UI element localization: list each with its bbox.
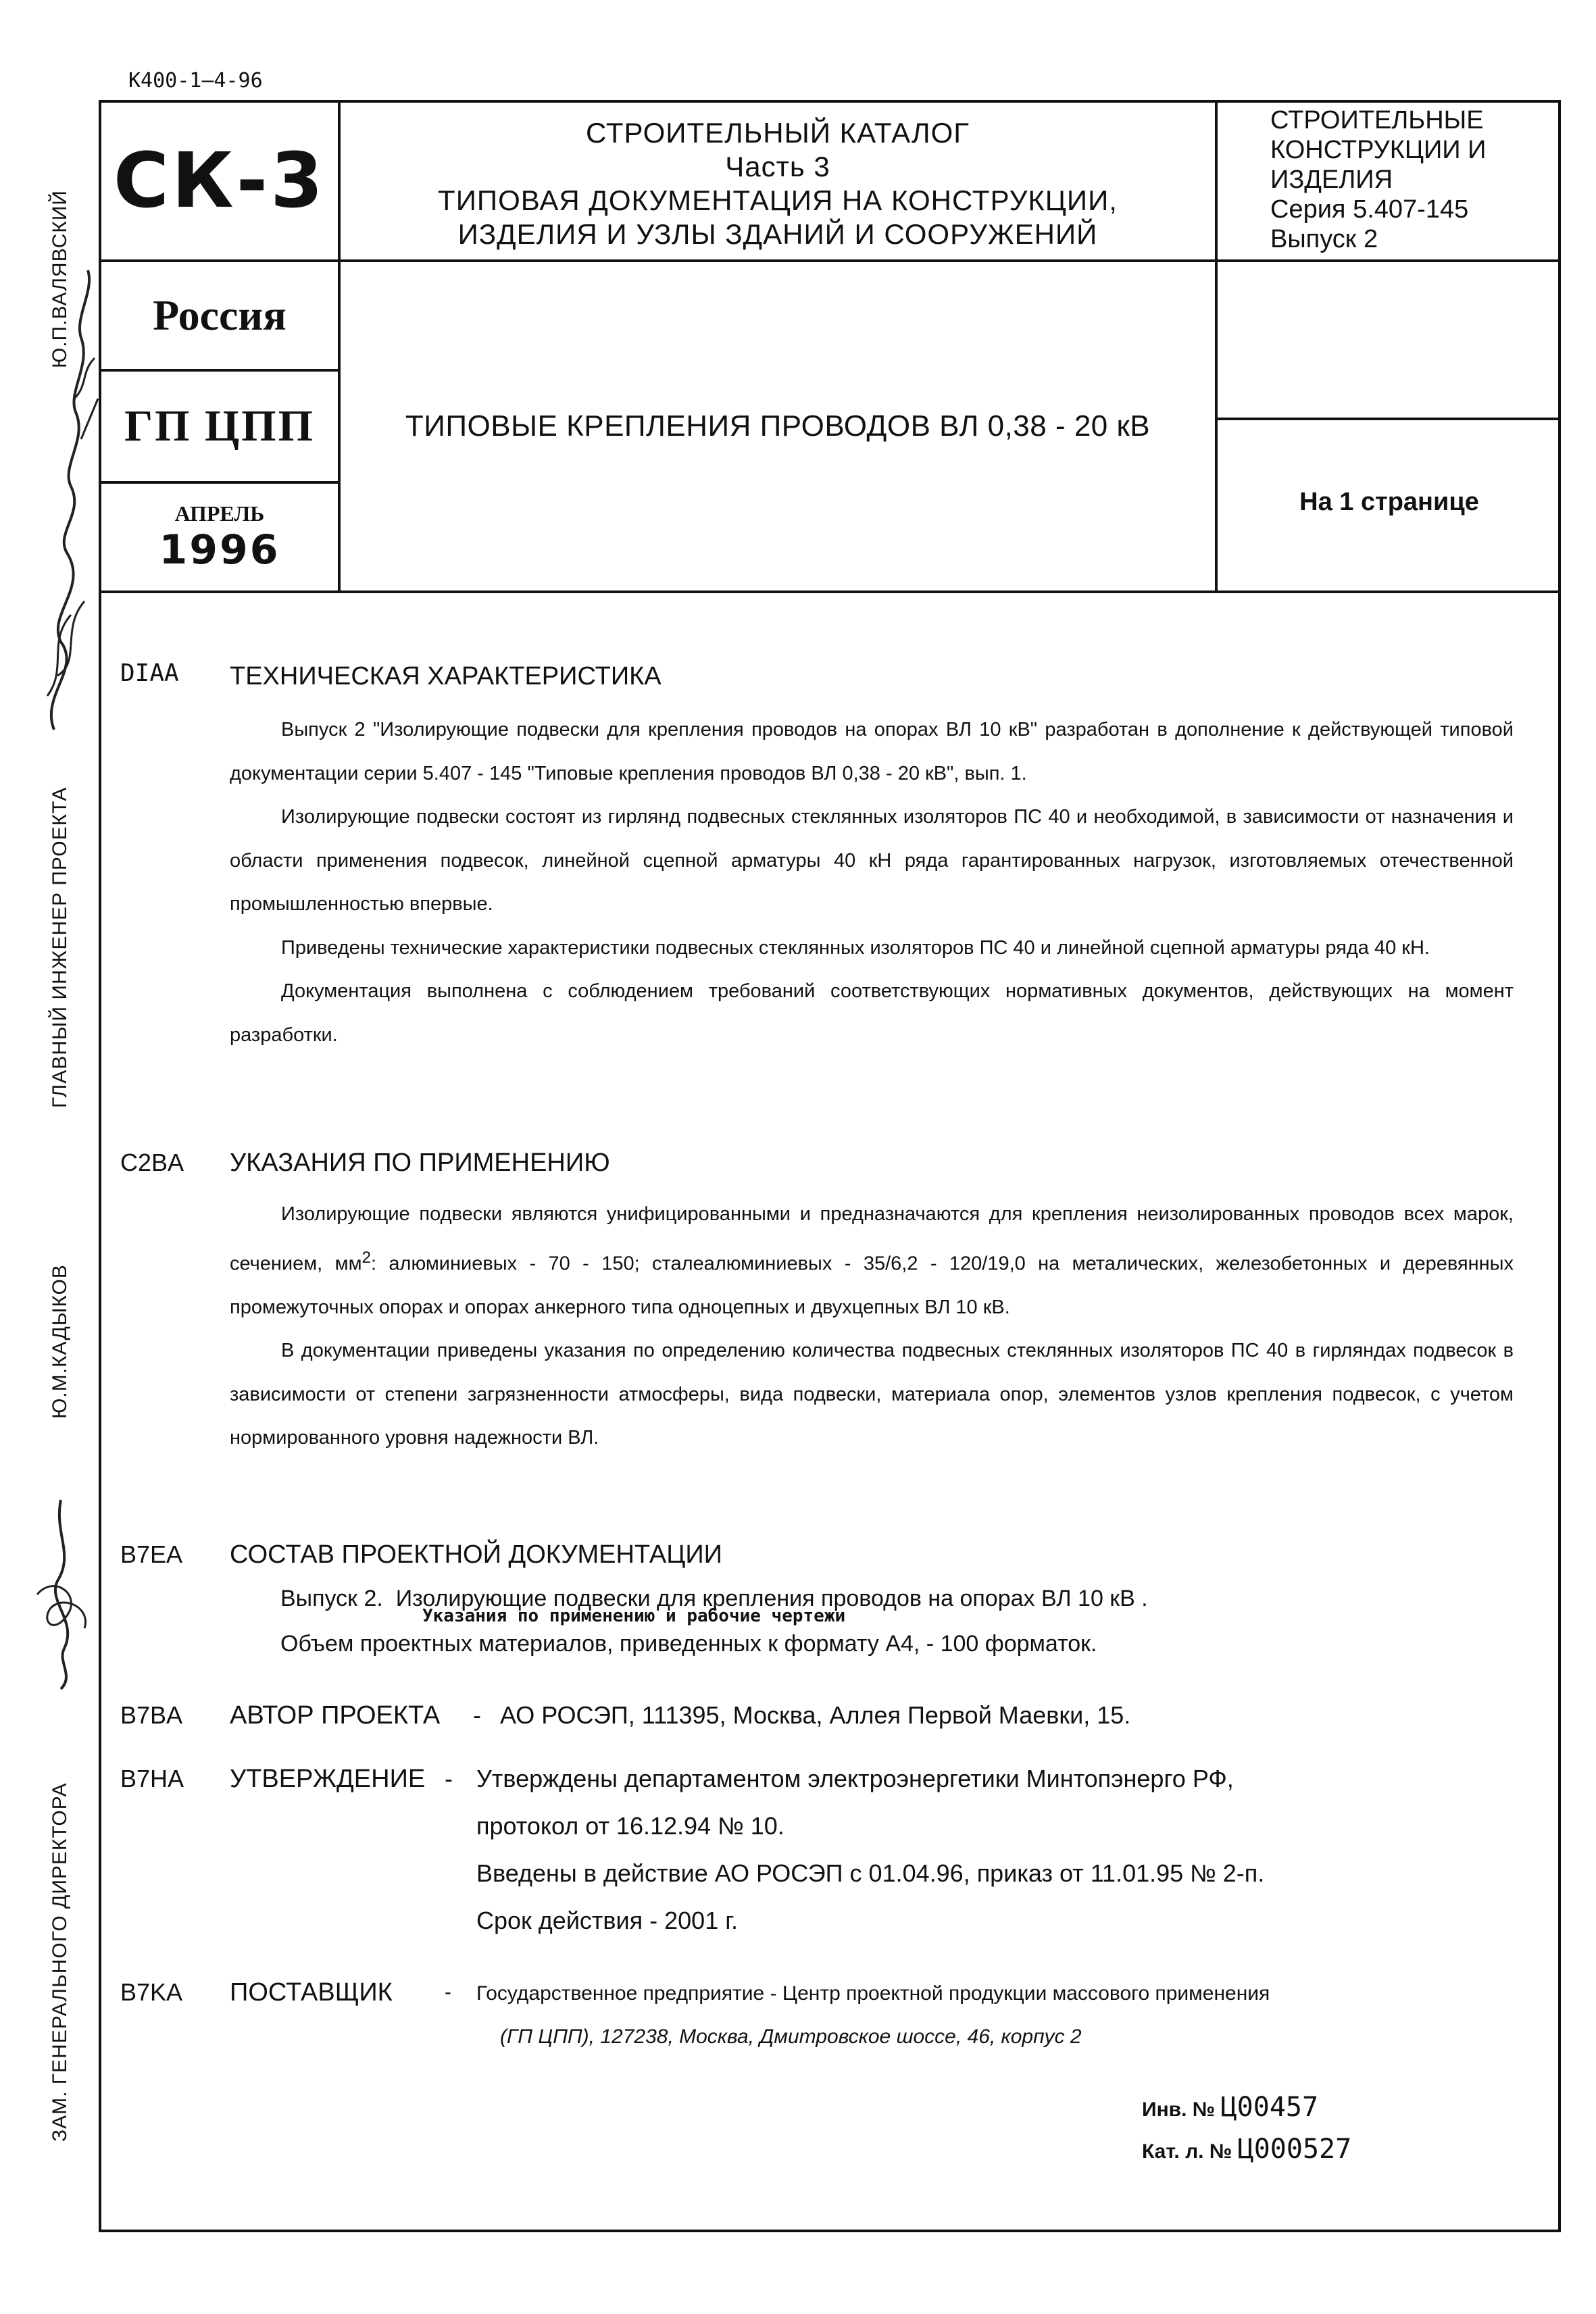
approval-line-2: протокол от 16.12.94 № 10. <box>476 1812 784 1840</box>
author-dash: - <box>473 1701 481 1729</box>
inventory-number <box>1142 2092 1318 2123</box>
series-line-2: КОНСТРУКЦИИ И <box>1270 136 1487 164</box>
approval-line-3: Введены в действие АО РОСЭП с 01.04.96, приказ от 11.01.95 № 2-п. <box>476 1859 1265 1887</box>
usage-paragraph-1-part-a: Изолирующие подвески являются унифицированными и предназначаются для крепления неизолированных проводов всех марок, сечением, мм <box>230 1203 1514 1275</box>
signature-kadykov <box>27 1493 101 1696</box>
author-text: АО РОСЭП, 111395, Москва, Аллея Первой Маевки, 15. <box>500 1701 1131 1729</box>
catalog-sheet-label: Кат. л. № <box>1142 2140 1232 2163</box>
usage-paragraph-1-sup: 2 <box>361 1248 371 1267</box>
catalog-sheet-value: Ц000527 <box>1237 2134 1352 2165</box>
org-name: ГП ЦПП <box>124 401 315 451</box>
series-info-block <box>1218 100 1561 259</box>
catalog-title: СТРОИТЕЛЬНЫЙ КАТАЛОГ <box>585 117 970 149</box>
tech-paragraph-2: Изолирующие подвески состоят из гирлянд подвесных стеклянных изоляторов ПС 40 и необходимой, в зависимости от назначения и области применения подвесок, линейной сцепной арматуры 40 кН ряда гарантированных нагрузок, изготовляемых отечественной промышленностью впервые. <box>230 806 1514 915</box>
tech-paragraph-1: Выпуск 2 "Изолирующие подвески для крепления проводов на опорах ВЛ 10 кВ" разработан в дополнение к действующей типовой документации серии 5.407 - 145 "Типовые крепления проводов ВЛ 0,38 - 20 кВ", вып. 1. <box>230 719 1514 784</box>
issue-number: Выпуск 2 <box>1270 225 1378 253</box>
section-code-tech: DIAA <box>120 659 179 687</box>
supplier-line-2: (ГП ЦПП), 127238, Москва, Дмитровское шоссе, 46, корпус 2 <box>500 2026 1082 2048</box>
usage-paragraph-1 <box>230 1192 1514 1329</box>
section-title-author: АВТОР ПРОЕКТА <box>230 1701 441 1730</box>
usage-paragraph-1-part-b: : алюминиевых - 70 - 150; сталеалюминиевых - 35/6,2 - 120/19,0 на металических, железобетонных и деревянных промежуточных опорах и опорах анкерного типа одноцепных и двухцепных ВЛ 10 кВ. <box>230 1253 1514 1318</box>
section-title-tech: ТЕХНИЧЕСКАЯ ХАРАКТЕРИСТИКА <box>230 662 662 690</box>
composition-insert: Указания по применению и рабочие чертежи <box>422 1606 846 1626</box>
usage-paragraph-2: В документации приведены указания по определению количества подвесных стеклянных изоляторов ПС 40 в гирляндах подвесок в зависимости от степени загрязненности атмосферы, вида подвески, материала опор, элементов узлов крепления подвесок, с учетом нормированного уровня надежности ВЛ. <box>230 1340 1514 1449</box>
approval-line-4: Срок действия - 2001 г. <box>476 1907 738 1934</box>
supplier-line-1: Государственное предприятие - Центр проектной продукции массового применения <box>476 1982 1270 2005</box>
page-count: На 1 странице <box>1299 488 1479 516</box>
document-title-cell <box>341 262 1215 590</box>
section-title-composition: СОСТАВ ПРОЕКТНОЙ ДОКУМЕНТАЦИИ <box>230 1540 722 1569</box>
section-code-composition: B7EA <box>120 1540 183 1568</box>
catalog-part: Часть 3 <box>725 151 830 182</box>
approval-line-1: Утверждены департаментом электроэнергетики Минтопэнерго РФ, <box>476 1765 1234 1792</box>
document-title: ТИПОВЫЕ КРЕПЛЕНИЯ ПРОВОДОВ ВЛ 0,38 - 20 кВ <box>405 409 1151 443</box>
side-label-deputy-director: ЗАМ. ГЕНЕРАЛЬНОГО ДИРЕКТОРА <box>49 1782 71 2142</box>
section-title-supplier: ПОСТАВЩИК <box>230 1978 393 2007</box>
header-bottom-rule <box>99 590 1561 593</box>
section-code-approval: B7HA <box>120 1765 184 1792</box>
series-line-3: ИЗДЕЛИЯ <box>1270 166 1393 194</box>
side-label-kadykov: Ю.М.КАДЫКОВ <box>49 1264 71 1419</box>
date-cell <box>101 484 338 590</box>
issue-month: АПРЕЛЬ <box>174 501 265 526</box>
catalog-title-block <box>341 108 1215 259</box>
tech-paragraph-4: Документация выполнена с соблюдением требований соответствующих нормативных документов, действующих на момент разработки. <box>230 980 1514 1046</box>
approval-dash: - <box>445 1765 453 1792</box>
pages-cell <box>1218 420 1561 590</box>
issue-year: 1996 <box>159 526 280 574</box>
org-cell <box>101 372 338 481</box>
country-name: Россия <box>153 291 286 339</box>
signature-valyavsky <box>34 263 101 736</box>
catalog-sheet-number <box>1142 2134 1351 2165</box>
section-code-supplier: B7KA <box>120 1978 183 2006</box>
logo-cell <box>101 103 338 259</box>
section-body-usage <box>230 1192 1514 1460</box>
side-label-valyavsky: Ю.П.ВАЛЯВСКИЙ <box>49 190 71 368</box>
logo-ck3: СК-3 <box>113 137 326 225</box>
country-cell <box>101 262 338 369</box>
document-code: К400-1—4-96 <box>128 69 263 93</box>
inventory-label: Инв. № <box>1142 2098 1216 2121</box>
tech-paragraph-3: Приведены технические характеристики подвесных стеклянных изоляторов ПС 40 и линейной сцепной арматуры ряда 40 кН. <box>281 936 1430 959</box>
section-body-tech <box>230 708 1514 1057</box>
section-title-approval: УТВЕРЖДЕНИЕ <box>230 1765 426 1793</box>
section-title-usage: УКАЗАНИЯ ПО ПРИМЕНЕНИЮ <box>230 1149 610 1177</box>
series-line-1: СТРОИТЕЛЬНЫЕ <box>1270 106 1484 134</box>
series-number: Серия 5.407-145 <box>1270 195 1469 224</box>
catalog-subtitle-1: ТИПОВАЯ ДОКУМЕНТАЦИЯ НА КОНСТРУКЦИИ, <box>438 184 1118 216</box>
catalog-subtitle-2: ИЗДЕЛИЯ И УЗЛЫ ЗДАНИЙ И СООРУЖЕНИЙ <box>457 218 1098 250</box>
side-label-chief-engineer: ГЛАВНЫЙ ИНЖЕНЕР ПРОЕКТА <box>49 786 71 1108</box>
composition-line-1: Выпуск 2. Изолирующие подвески для крепления проводов на опорах ВЛ 10 кВ . <box>280 1586 1148 1611</box>
inventory-value: Ц00457 <box>1220 2092 1319 2123</box>
supplier-dash: - <box>445 1981 451 2003</box>
section-code-usage: C2BA <box>120 1149 184 1176</box>
section-code-author: B7BA <box>120 1701 183 1729</box>
composition-line-2: Объем проектных материалов, приведенных к формату А4, - 100 форматок. <box>280 1631 1097 1657</box>
